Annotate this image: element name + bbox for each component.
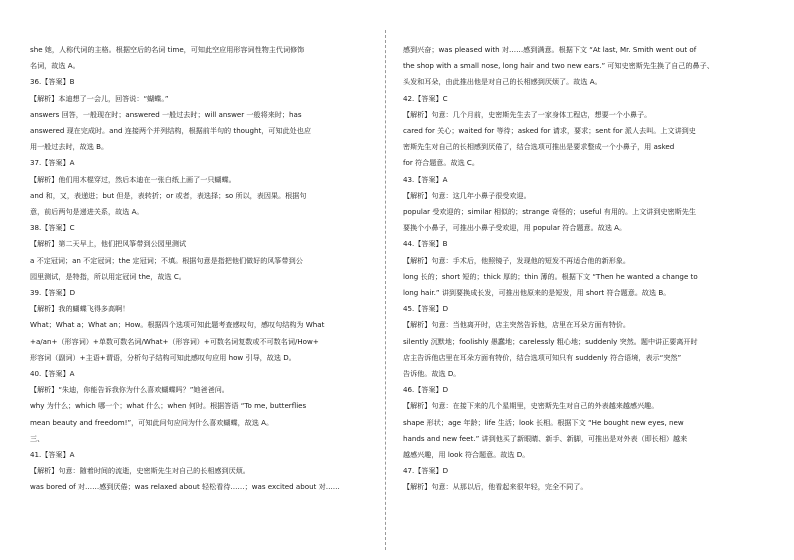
text-line: silently 沉默地；foolishly 愚蠢地；carelessly 粗心地；suddenly 突然。题中讲正要离开时: [403, 336, 698, 346]
answer-line: 41.【答案】A: [30, 450, 75, 460]
text-line: 【解析】句意：手术后，他照镜子，发现他的短发不再适合他的新形象。: [403, 255, 630, 265]
text-line: was bored of 对……感到厌倦；was relaxed about 轻松看待……；was excited about 对……: [30, 482, 340, 492]
text-line: answers 回答，一般现在时；answered 一般过去时；will answer 一般将来时；has: [30, 109, 302, 119]
answer-line: 47.【答案】D: [403, 466, 449, 476]
section-heading: 三、: [30, 433, 45, 443]
text-line: 【解析】他们用木棍穿过，然后本迪在一张白纸上画了一只蝴蝶。: [30, 174, 236, 184]
text-line: answered 现在完成时。and 连接两个并列结构，根据前半句的 thought，可知此处也应: [30, 126, 311, 136]
text-line: 意，前后两句是递进关系，故选 A。: [30, 207, 144, 217]
text-line: and 和，又，表递进；but 但是，表转折；or 或者，表选择；so 所以，表因果。根据句: [30, 190, 307, 200]
answer-line: 42.【答案】C: [403, 93, 448, 103]
text-line: 用一般过去时，故选 B。: [30, 142, 109, 152]
answer-line: 38.【答案】C: [30, 223, 75, 233]
text-line: long 长的；short 短的；thick 厚的；thin 薄的。根据下文 “Then he wanted a change to: [403, 271, 698, 281]
text-line: 越感兴趣，用 look 符合题意。故选 D。: [403, 450, 530, 460]
text-line: she 她，人称代词的主格。根据空后的名词 time，可知此空应用形容词性物主代词修饰: [30, 45, 305, 54]
text-line: 形容词（副词）+主语+谓语，分析句子结构可知此感叹句应用 how 引导，故选 D。: [30, 352, 296, 362]
text-line: +a/an+（形容词）+单数可数名词/What+（形容词）+可数名词复数或不可数名词/How+: [30, 336, 319, 346]
text-line: for 符合题意。故选 C。: [403, 158, 479, 168]
answer-line: 40.【答案】A: [30, 369, 75, 379]
text-line: 名词，故选 A。: [30, 61, 80, 71]
text-line: shape 形状；age 年龄；life 生活；look 长相。根据下文 “He bought new eyes, new: [403, 417, 684, 427]
answer-line: 45.【答案】D: [403, 304, 449, 314]
column-divider: [385, 30, 386, 550]
text-line: 店主告诉他店里在耳朵方面有特价，结合选项可知只有 suddenly 符合语境，表示“突然”: [403, 352, 682, 362]
text-line: long hair.” 讲到要换成长发，可推出他原来的是短发，用 short 符合题意。故选 B。: [403, 288, 671, 298]
text-line: 【解析】本迪想了一会儿，回答说：“蝴蝶。”: [30, 93, 169, 103]
answer-line: 43.【答案】A: [403, 174, 448, 184]
text-line: 【解析】我的蝴蝶飞得多高啊！: [30, 304, 130, 314]
text-line: 感到兴奋；was pleased with 对……感到满意。根据下文 “At last, Mr. Smith went out of: [403, 45, 697, 54]
text-line: hands and new feet.” 讲到他买了新眼睛、新手、新脚，可推出是对外表（即长相）越来: [403, 433, 688, 443]
text-line: 园里测试，是特指，所以用定冠词 the，故选 C。: [30, 271, 186, 281]
answer-line: 39.【答案】D: [30, 288, 76, 298]
text-line: a 不定冠词；an 不定冠词；the 定冠词；不填。根据句意是指把他们做好的风筝带到公: [30, 255, 303, 265]
text-line: 【解析】句意：在接下来的几个星期里，史密斯先生对自己的外表越来越感兴趣。: [403, 401, 659, 411]
text-line: the shop with a small nose, long hair and two new ears.” 可知史密斯先生换了自己的鼻子、: [403, 61, 714, 71]
text-line: 【解析】“朱迪，你能告诉我你为什么喜欢蝴蝶吗？”她爸爸问。: [30, 385, 229, 395]
answer-line: 44.【答案】B: [403, 239, 448, 249]
answer-line: 36.【答案】B: [30, 77, 75, 87]
text-line: 头发和耳朵，由此推出他是对自己的长相感到厌烦了。故选 A。: [403, 77, 602, 87]
text-line: 【解析】第二天早上，他们把风筝带到公园里测试: [30, 239, 187, 249]
text-line: why 为什么；which 哪一个；what 什么；when 何时。根据答语 “To me, butterflies: [30, 401, 307, 411]
text-line: 【解析】句意：当他离开时，店主突然告诉他，店里在耳朵方面有特价。: [403, 320, 630, 330]
answer-line: 46.【答案】D: [403, 385, 449, 395]
text-line: 要换个小鼻子，可推出小鼻子受欢迎，用 popular 符合题意。故选 A。: [403, 223, 627, 233]
text-line: 密斯先生对自己的长相感到厌倦了，结合选项可推出是要求整成一个小鼻子，用 asked: [403, 142, 675, 152]
text-line: 【解析】句意：从那以后，他看起来很年轻，完全不同了。: [403, 482, 588, 492]
text-line: mean beauty and freedom!”，可知此问句应问为什么喜欢蝴蝶，故选 A。: [30, 417, 274, 427]
text-line: cared for 关心；waited for 等待；asked for 请求，要求；sent for 派人去叫。上文讲到史: [403, 126, 696, 136]
text-line: popular 受欢迎的；similar 相似的；strange 奇怪的；useful 有用的。上文讲到史密斯先生: [403, 207, 696, 217]
answer-line: 37.【答案】A: [30, 158, 75, 168]
text-line: What；What a；What an；How。根据四个选项可知此题考查感叹句，感叹句结构为 What: [30, 320, 325, 330]
right-column: [403, 42, 750, 496]
text-line: 【解析】句意：这几年小鼻子很受欢迎。: [403, 190, 531, 200]
left-column: [30, 42, 377, 496]
text-line: 告诉他。故选 D。: [403, 369, 461, 379]
text-line: 【解析】句意：随着时间的流逝，史密斯先生对自己的长相感到厌烦。: [30, 466, 250, 476]
text-line: 【解析】句意：几个月前，史密斯先生去了一家身体工程店，想要一个小鼻子。: [403, 109, 652, 119]
